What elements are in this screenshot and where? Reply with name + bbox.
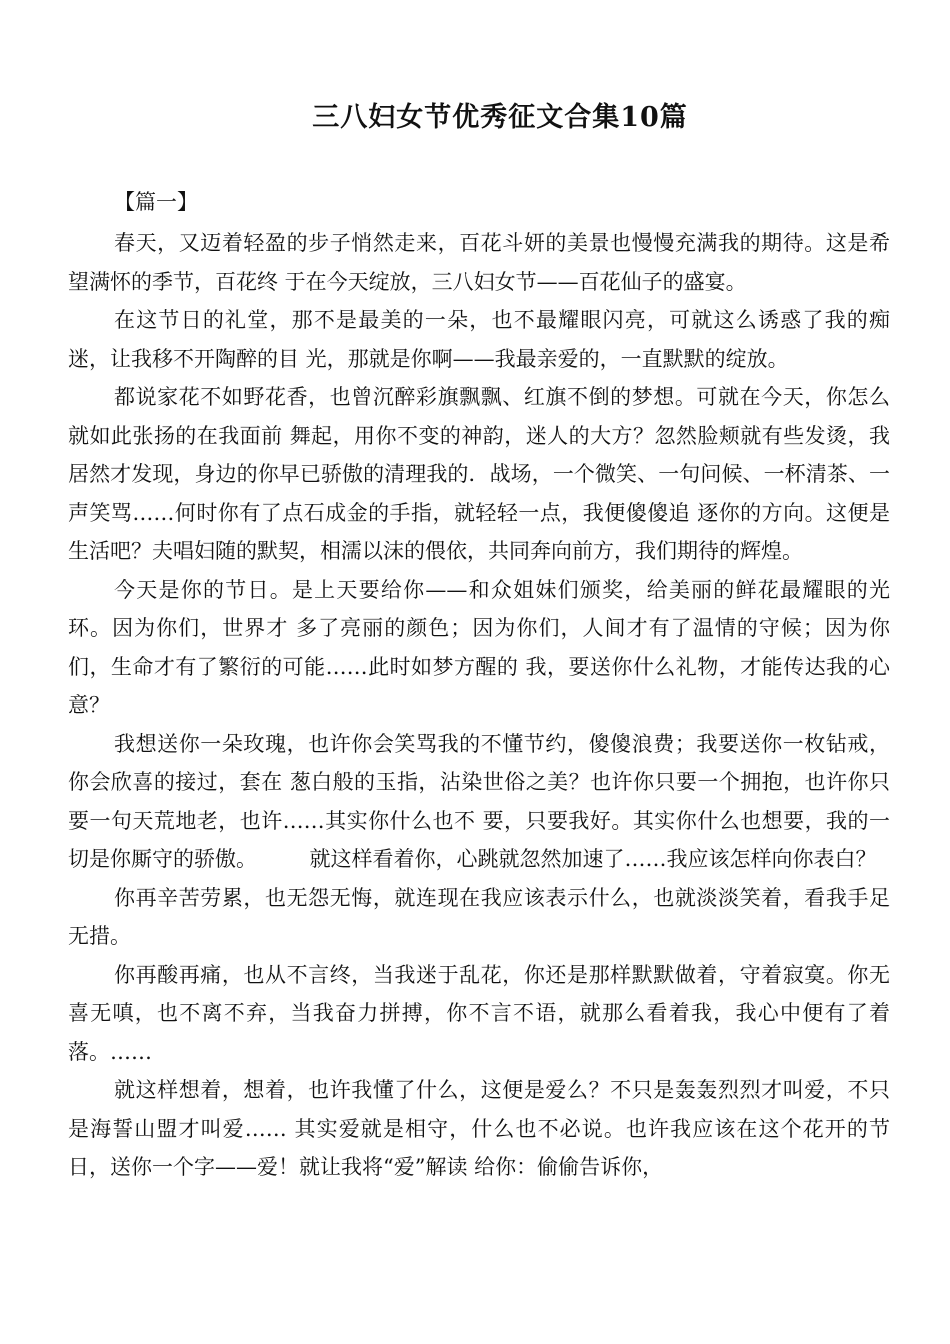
document-body (68, 224, 890, 1187)
paragraph-3: 都说家花不如野花香，也曾沉醉彩旗飘飘、红旗不倒的梦想。可就在今天，你怎么就如此张扬的在我面前 舞起，用你不变的神韵，迷人的大方？忽然脸颊就有些发烫，我居然才发现，身边的你早已骄傲的清理我的．战场，一个微笑、一句问候、一杯清茶、一声笑骂……何时你有了点石成金的手指，就轻轻一点，我便傻傻追 逐你的方向。这便是生活吧？夫唱妇随的默契，相濡以沫的偎依，共同奔向前方，我们期待的辉煌。 (68, 385, 890, 563)
paragraph-2: 在这节日的礼堂，那不是最美的一朵，也不最耀眼闪亮，可就这么诱惑了我的痴迷，让我移不开陶醉的目 光，那就是你啊——我最亲爱的，一直默默的绽放。 (68, 308, 890, 371)
section-heading: 【篇一】 (114, 190, 198, 214)
paragraph-8: 就这样想着，想着，也许我懂了什么，这便是爱么？不只是轰轰烈烈才叫爱，不只是海誓山盟才叫爱…… 其实爱就是相守，什么也不必说。也许我应该在这个花开的节日，送你一个字——爱！就让我将“爱”解读 给你：偷偷告诉你， (68, 1078, 890, 1179)
document-title: 三八妇女节优秀征文合集10篇 (312, 102, 688, 133)
paragraph-7: 你再酸再痛，也从不言终，当我迷于乱花，你还是那样默默做着，守着寂寞。你无喜无嗔，也不离不弃，当我奋力拼搏，你不言不语，就那么看着我，我心中便有了着落。…… (68, 962, 890, 1064)
paragraph-5: 我想送你一朵玫瑰，也许你会笑骂我的不懂节约，傻傻浪费；我要送你一枚钻戒，你会欣喜的接过，套在 葱白般的玉指，沾染世俗之美？也许你只要一个拥抱，也许你只要一句天荒地老，也许……其实你什么也不 要，只要我好。其实你什么也想要，我的一切是你厮守的骄傲。 就这样看着你，心跳就忽然加速了……我应该怎样向你表白？ (68, 731, 890, 871)
paragraph-1: 春天，又迈着轻盈的步子悄然走来，百花斗妍的美景也慢慢充满我的期待。这是希望满怀的季节，百花终 于在今天绽放，三八妇女节——百花仙子的盛宴。 (68, 231, 890, 294)
paragraph-6: 你再辛苦劳累，也无怨无悔，就连现在我应该表示什么，也就淡淡笑着，看我手足无措。 (68, 885, 890, 948)
paragraph-4: 今天是你的节日。是上天要给你——和众姐妹们颁奖，给美丽的鲜花最耀眼的光环。因为你们，世界才 多了亮丽的颜色；因为你们，人间才有了温情的守候；因为你们，生命才有了繁衍的可能……此时如梦方醒的 我，要送你什么礼物，才能传达我的心意？ (68, 577, 890, 717)
